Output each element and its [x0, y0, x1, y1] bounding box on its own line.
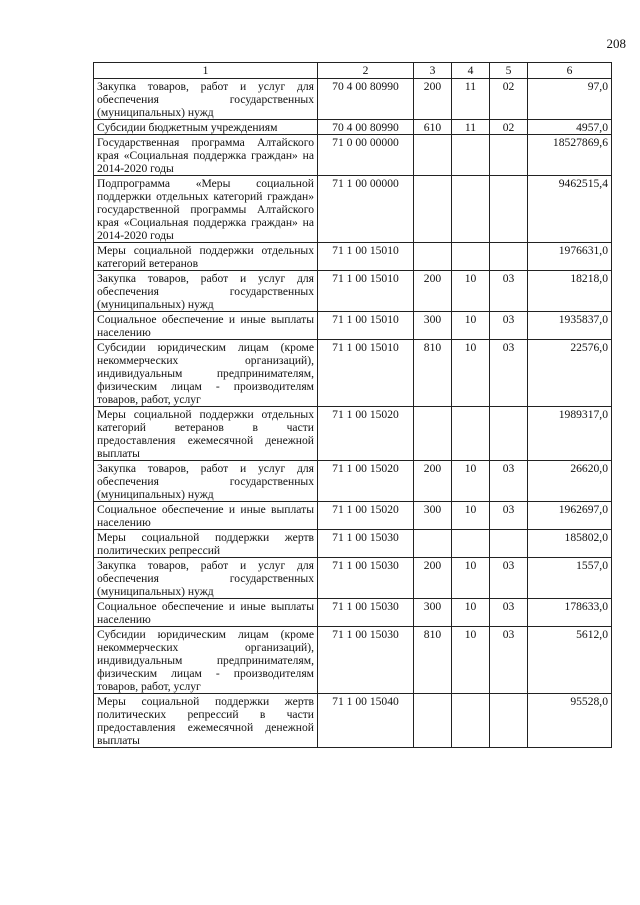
expense-name-cell: Меры социальной поддержки жертв политических репрессий [94, 530, 318, 558]
amount-cell: 1976631,0 [528, 243, 612, 271]
expense-name-cell: Субсидии бюджетным учреждениям [94, 120, 318, 135]
target-code-cell: 71 1 00 15010 [318, 312, 414, 340]
section-cell: 10 [452, 461, 490, 502]
target-code-cell: 70 4 00 80990 [318, 120, 414, 135]
table-row [94, 627, 612, 694]
expense-name-cell: Социальное обеспечение и иные выплаты населению [94, 312, 318, 340]
subsection-cell: 03 [490, 340, 528, 407]
target-code-cell: 71 1 00 00000 [318, 176, 414, 243]
header-cell: 6 [528, 63, 612, 79]
header-cell: 5 [490, 63, 528, 79]
expense-type-cell [414, 530, 452, 558]
expense-type-cell [414, 407, 452, 461]
target-code-cell: 71 1 00 15010 [318, 340, 414, 407]
expense-type-cell [414, 176, 452, 243]
subsection-cell: 03 [490, 502, 528, 530]
section-cell: 10 [452, 502, 490, 530]
header-cell: 1 [94, 63, 318, 79]
subsection-cell [490, 530, 528, 558]
table-row [94, 312, 612, 340]
table-row [94, 558, 612, 599]
target-code-cell: 71 1 00 15020 [318, 407, 414, 461]
subsection-cell [490, 407, 528, 461]
section-cell: 10 [452, 271, 490, 312]
target-code-cell: 71 1 00 15020 [318, 502, 414, 530]
expense-type-cell: 610 [414, 120, 452, 135]
target-code-cell: 71 1 00 15010 [318, 271, 414, 312]
expense-name-cell: Закупка товаров, работ и услуг для обеспечения государственных (муниципальных) нужд [94, 461, 318, 502]
section-cell [452, 694, 490, 748]
page-number: 208 [606, 36, 626, 51]
table-row [94, 407, 612, 461]
section-cell [452, 176, 490, 243]
section-cell [452, 407, 490, 461]
target-code-cell: 71 1 00 15030 [318, 627, 414, 694]
expense-name-cell: Меры социальной поддержки жертв политических репрессий в части предоставления ежемесячной денежной выплаты [94, 694, 318, 748]
expense-name-cell: Меры социальной поддержки отдельных категорий ветеранов в части предоставления ежемесячной денежной выплаты [94, 407, 318, 461]
header-cell: 3 [414, 63, 452, 79]
subsection-cell [490, 176, 528, 243]
header-row [94, 63, 612, 79]
expense-type-cell [414, 243, 452, 271]
expense-type-cell: 300 [414, 312, 452, 340]
section-cell: 11 [452, 120, 490, 135]
amount-cell: 97,0 [528, 79, 612, 120]
target-code-cell: 71 1 00 15030 [318, 530, 414, 558]
target-code-cell: 70 4 00 80990 [318, 79, 414, 120]
subsection-cell: 03 [490, 271, 528, 312]
target-code-cell: 71 0 00 00000 [318, 135, 414, 176]
expense-name-cell: Меры социальной поддержки отдельных категорий ветеранов [94, 243, 318, 271]
subsection-cell: 02 [490, 120, 528, 135]
amount-cell: 1962697,0 [528, 502, 612, 530]
table-row [94, 176, 612, 243]
expense-name-cell: Закупка товаров, работ и услуг для обеспечения государственных (муниципальных) нужд [94, 79, 318, 120]
section-cell: 10 [452, 627, 490, 694]
table-row [94, 694, 612, 748]
subsection-cell: 03 [490, 461, 528, 502]
amount-cell: 178633,0 [528, 599, 612, 627]
target-code-cell: 71 1 00 15030 [318, 558, 414, 599]
section-cell: 10 [452, 312, 490, 340]
table-row [94, 340, 612, 407]
table-row [94, 599, 612, 627]
section-cell: 11 [452, 79, 490, 120]
amount-cell: 185802,0 [528, 530, 612, 558]
expense-type-cell: 200 [414, 79, 452, 120]
expense-name-cell: Субсидии юридическим лицам (кроме некоммерческих организаций), индивидуальным предпринимателям, физическим лицам - производителям товаров, работ, услуг [94, 340, 318, 407]
expense-type-cell [414, 135, 452, 176]
amount-cell: 1989317,0 [528, 407, 612, 461]
amount-cell: 1935837,0 [528, 312, 612, 340]
subsection-cell: 03 [490, 558, 528, 599]
subsection-cell: 03 [490, 627, 528, 694]
expense-name-cell: Подпрограмма «Меры социальной поддержки отдельных категорий граждан» государственной программы Алтайского края «Социальная поддержка граждан» на 2014-2020 годы [94, 176, 318, 243]
section-cell [452, 243, 490, 271]
section-cell [452, 135, 490, 176]
target-code-cell: 71 1 00 15020 [318, 461, 414, 502]
amount-cell: 22576,0 [528, 340, 612, 407]
expense-name-cell: Государственная программа Алтайского края «Социальная поддержка граждан» на 2014-2020 годы [94, 135, 318, 176]
subsection-cell: 03 [490, 312, 528, 340]
expense-type-cell: 810 [414, 627, 452, 694]
amount-cell: 9462515,4 [528, 176, 612, 243]
expense-type-cell: 810 [414, 340, 452, 407]
expense-type-cell: 200 [414, 558, 452, 599]
amount-cell: 1557,0 [528, 558, 612, 599]
expense-type-cell [414, 694, 452, 748]
subsection-cell [490, 694, 528, 748]
subsection-cell [490, 243, 528, 271]
expense-name-cell: Социальное обеспечение и иные выплаты населению [94, 502, 318, 530]
budget-table [93, 62, 612, 748]
table-row [94, 79, 612, 120]
subsection-cell [490, 135, 528, 176]
expense-name-cell: Закупка товаров, работ и услуг для обеспечения государственных (муниципальных) нужд [94, 558, 318, 599]
subsection-cell: 03 [490, 599, 528, 627]
header-cell: 2 [318, 63, 414, 79]
table-row [94, 530, 612, 558]
expense-name-cell: Социальное обеспечение и иные выплаты населению [94, 599, 318, 627]
target-code-cell: 71 1 00 15010 [318, 243, 414, 271]
table-row [94, 271, 612, 312]
table-row [94, 135, 612, 176]
section-cell: 10 [452, 340, 490, 407]
expense-type-cell: 200 [414, 461, 452, 502]
expense-type-cell: 200 [414, 271, 452, 312]
section-cell [452, 530, 490, 558]
target-code-cell: 71 1 00 15040 [318, 694, 414, 748]
section-cell: 10 [452, 599, 490, 627]
amount-cell: 18218,0 [528, 271, 612, 312]
expense-type-cell: 300 [414, 599, 452, 627]
amount-cell: 18527869,6 [528, 135, 612, 176]
amount-cell: 26620,0 [528, 461, 612, 502]
table-row [94, 243, 612, 271]
expense-name-cell: Субсидии юридическим лицам (кроме некоммерческих организаций), индивидуальным предпринимателям, физическим лицам - производителям товаров, работ, услуг [94, 627, 318, 694]
section-cell: 10 [452, 558, 490, 599]
expense-type-cell: 300 [414, 502, 452, 530]
subsection-cell: 02 [490, 79, 528, 120]
header-cell: 4 [452, 63, 490, 79]
expense-name-cell: Закупка товаров, работ и услуг для обеспечения государственных (муниципальных) нужд [94, 271, 318, 312]
table-row [94, 502, 612, 530]
amount-cell: 4957,0 [528, 120, 612, 135]
table-row [94, 120, 612, 135]
table-row [94, 461, 612, 502]
target-code-cell: 71 1 00 15030 [318, 599, 414, 627]
amount-cell: 95528,0 [528, 694, 612, 748]
amount-cell: 5612,0 [528, 627, 612, 694]
